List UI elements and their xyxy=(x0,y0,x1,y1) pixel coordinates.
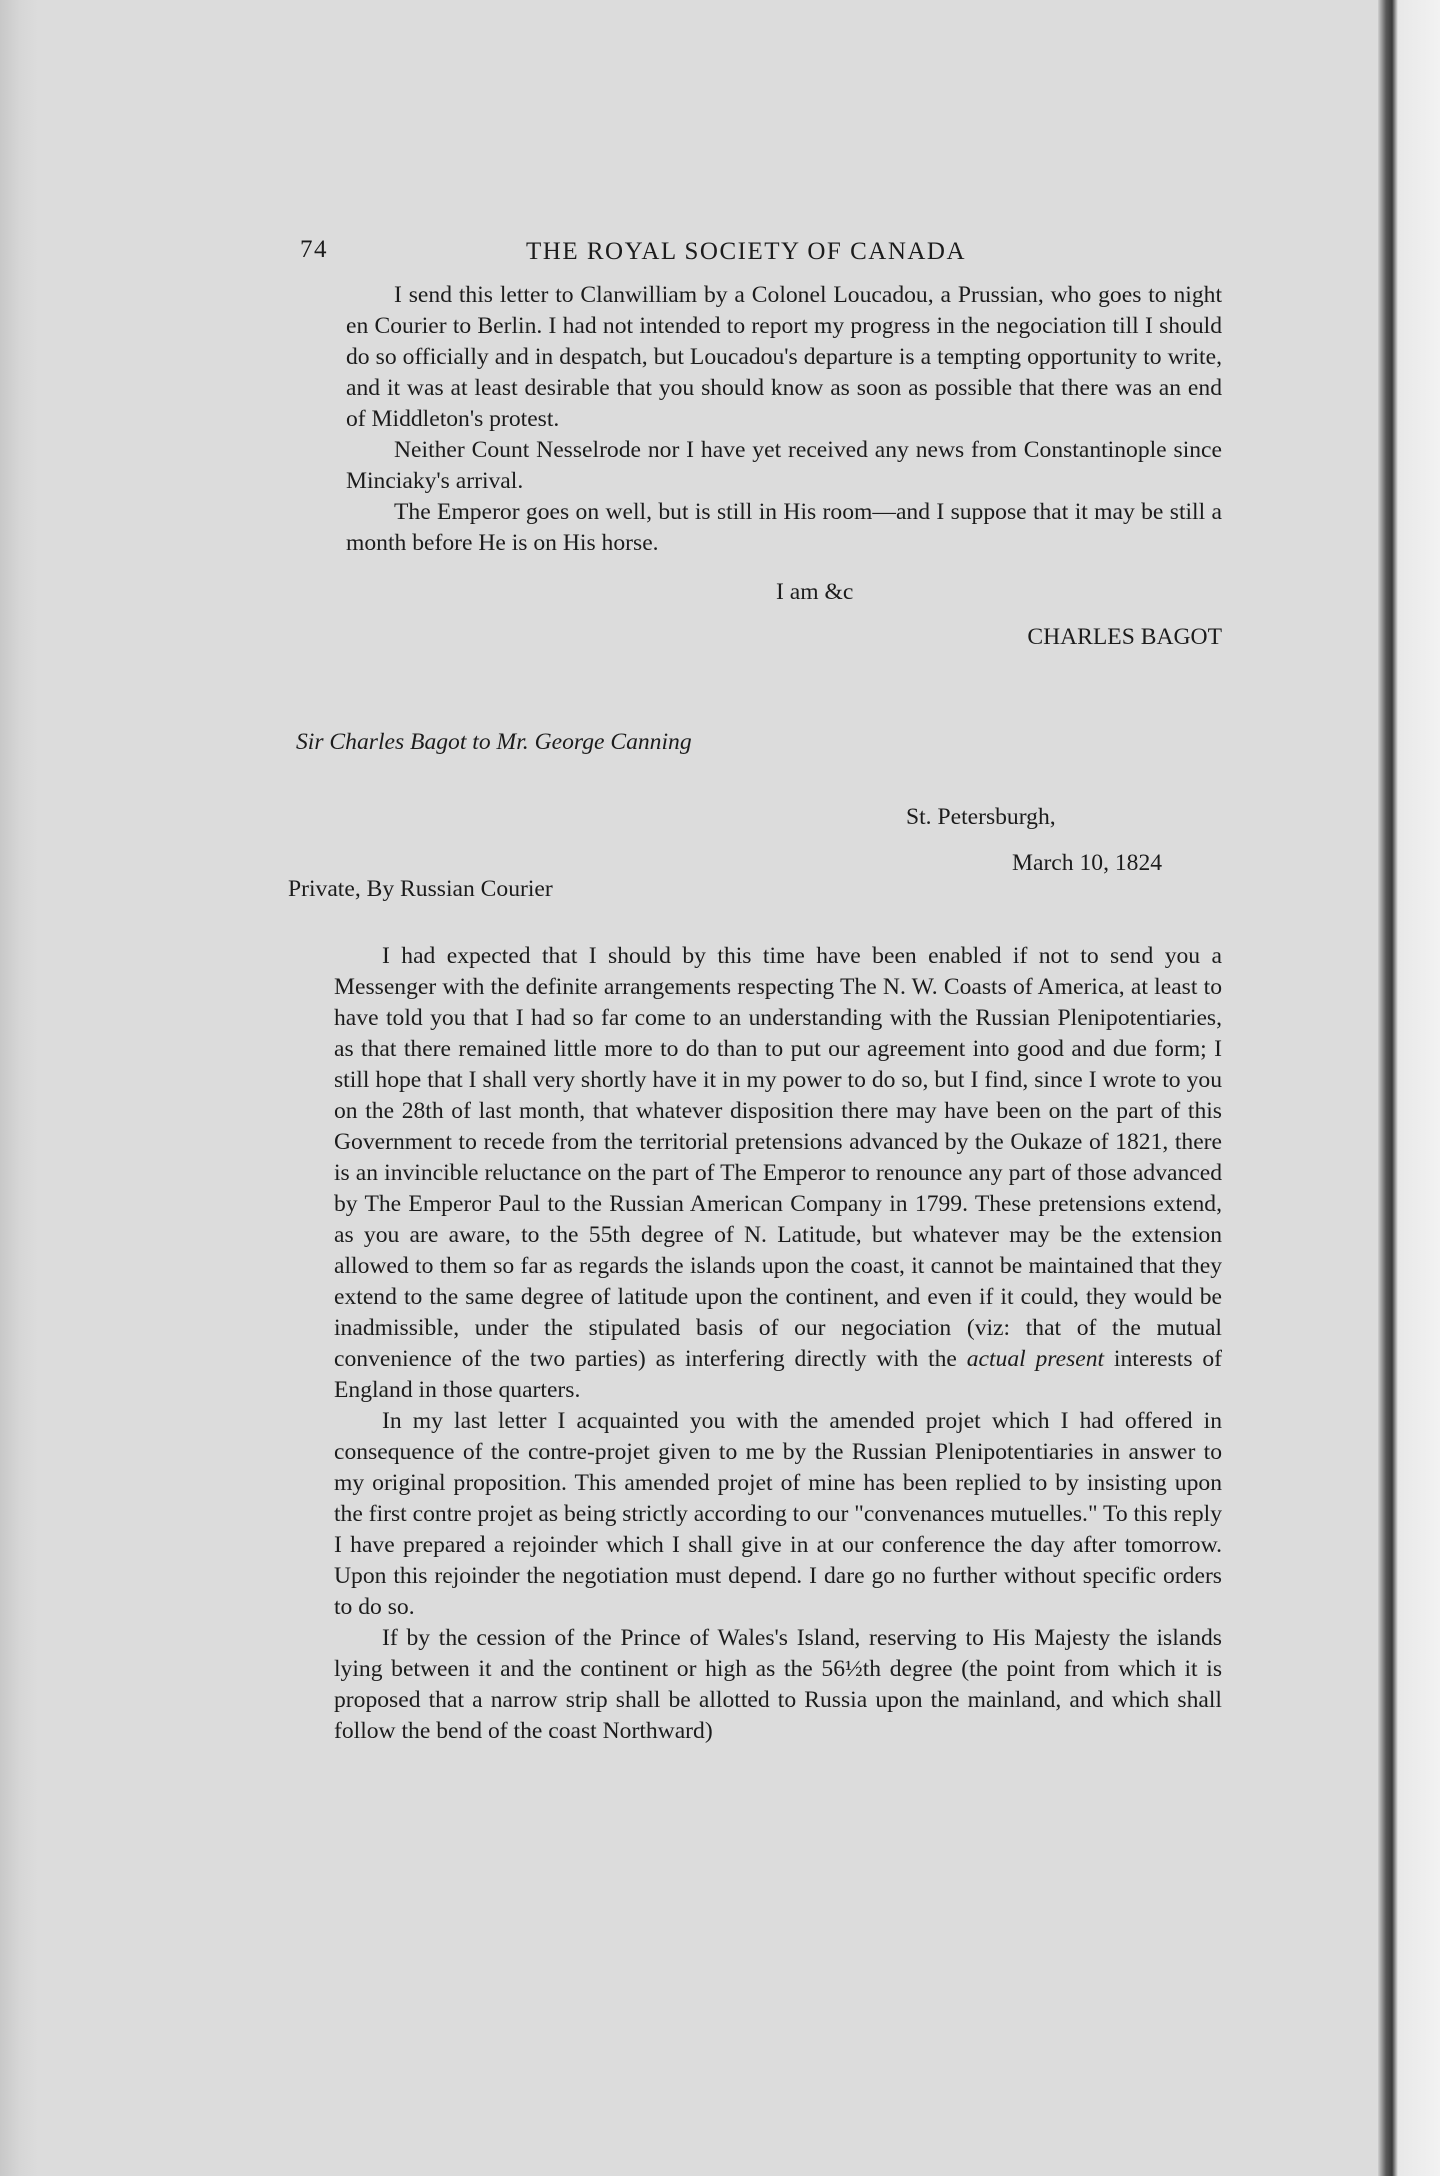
first-letter-body xyxy=(286,280,1222,559)
second-letter-body xyxy=(286,941,1222,1747)
book-page xyxy=(286,236,1222,1747)
paragraph: If by the cession of the Prince of Wales's Island, reserving to His Majesty the islands lying between it and the continent or high as the 56½th degree (the point from which it is proposed that a narrow strip shall be allotted to Russia upon the mainland, and which shall follow the bend of the coast Northward) xyxy=(334,1625,1222,1744)
delivery-note: Private, By Russian Courier xyxy=(288,876,553,902)
paragraph: I send this letter to Clanwilliam by a Colonel Loucadou, a Prussian, who goes to night en Courier to Berlin. I had not intended to report my progress in the negociation till I should do so officially and in despatch, but Loucadou's departure is a tempting opportunity to write, and it was at least desirable that you should know as soon as possible that there was an end of Middleton's protest. xyxy=(346,282,1222,432)
page-number: 74 xyxy=(300,236,328,263)
paragraph-text: interests of England in those quarters. xyxy=(334,1346,1223,1403)
scan-left-margin xyxy=(0,0,38,2176)
emphasis-text: actual present xyxy=(966,1346,1105,1372)
letter-date: March 10, 1824 xyxy=(1012,850,1163,876)
scan-page-edge xyxy=(1378,0,1440,2176)
paragraph: The Emperor goes on well, but is still in His room—and I suppose that it may be still a month before He is on His horse. xyxy=(346,499,1222,556)
first-letter-closing xyxy=(286,577,1222,653)
running-head xyxy=(286,236,1222,272)
letter-place: St. Petersburgh, xyxy=(906,804,1056,830)
paragraph-text: I had expected that I should by this time have been enabled if not to send you a Messenger with the definite arrangements respecting The N. W. Coasts of America, at least to have told you that I had so far come to an understanding with the Russian Plenipotentiaries, as that there remained little more to do than to put our agreement into good and due form; I still hope that I shall very shortly have it in my power to do so, but I find, since I wrote to you on the 28th of last month, that whatever disposition there may have been on the part of this Government to recede from the territorial pretensions advanced by the Oukaze of 1821, there is an invincible reluctance on the part of The Emperor to renounce any part of those advanced by The Emperor Paul to the Russian American Company in 1799. These pretensions extend, as you are aware, to the 55th degree of N. Latitude, but whatever may be the extension allowed to them so far as regards the islands upon the coast, it cannot be maintained that they extend to the same degree of latitude upon the continent, and even if it could, they would be inadmissible, under the stipulated basis of our negociation (viz: that of the mutual convenience of the two parties) as interfering directly with the xyxy=(334,943,1222,1372)
letter-heading: Sir Charles Bagot to Mr. George Canning xyxy=(296,729,692,755)
journal-title: THE ROYAL SOCIETY OF CANADA xyxy=(526,238,967,265)
paragraph: Neither Count Nesselrode nor I have yet received any news from Constantinople since Minciaky's arrival. xyxy=(346,437,1222,494)
dateline xyxy=(286,804,1222,888)
paragraph: In my last letter I acquainted you with the amended projet which I had offered in consequence of the contre-projet given to me by the Russian Plenipotentiaries in answer to my original proposition. This amended projet of mine has been replied to by insisting upon the first contre projet as being strictly according to our "convenances mutuelles." To this reply I have prepared a rejoinder which I shall give in at our conference the day after tomorrow. Upon this rejoinder the negotiation must depend. I dare go no further without specific orders to do so. xyxy=(334,1408,1222,1620)
paragraph xyxy=(334,941,1222,1406)
closing-formula: I am &c xyxy=(776,579,854,605)
signature: CHARLES BAGOT xyxy=(1027,624,1222,650)
